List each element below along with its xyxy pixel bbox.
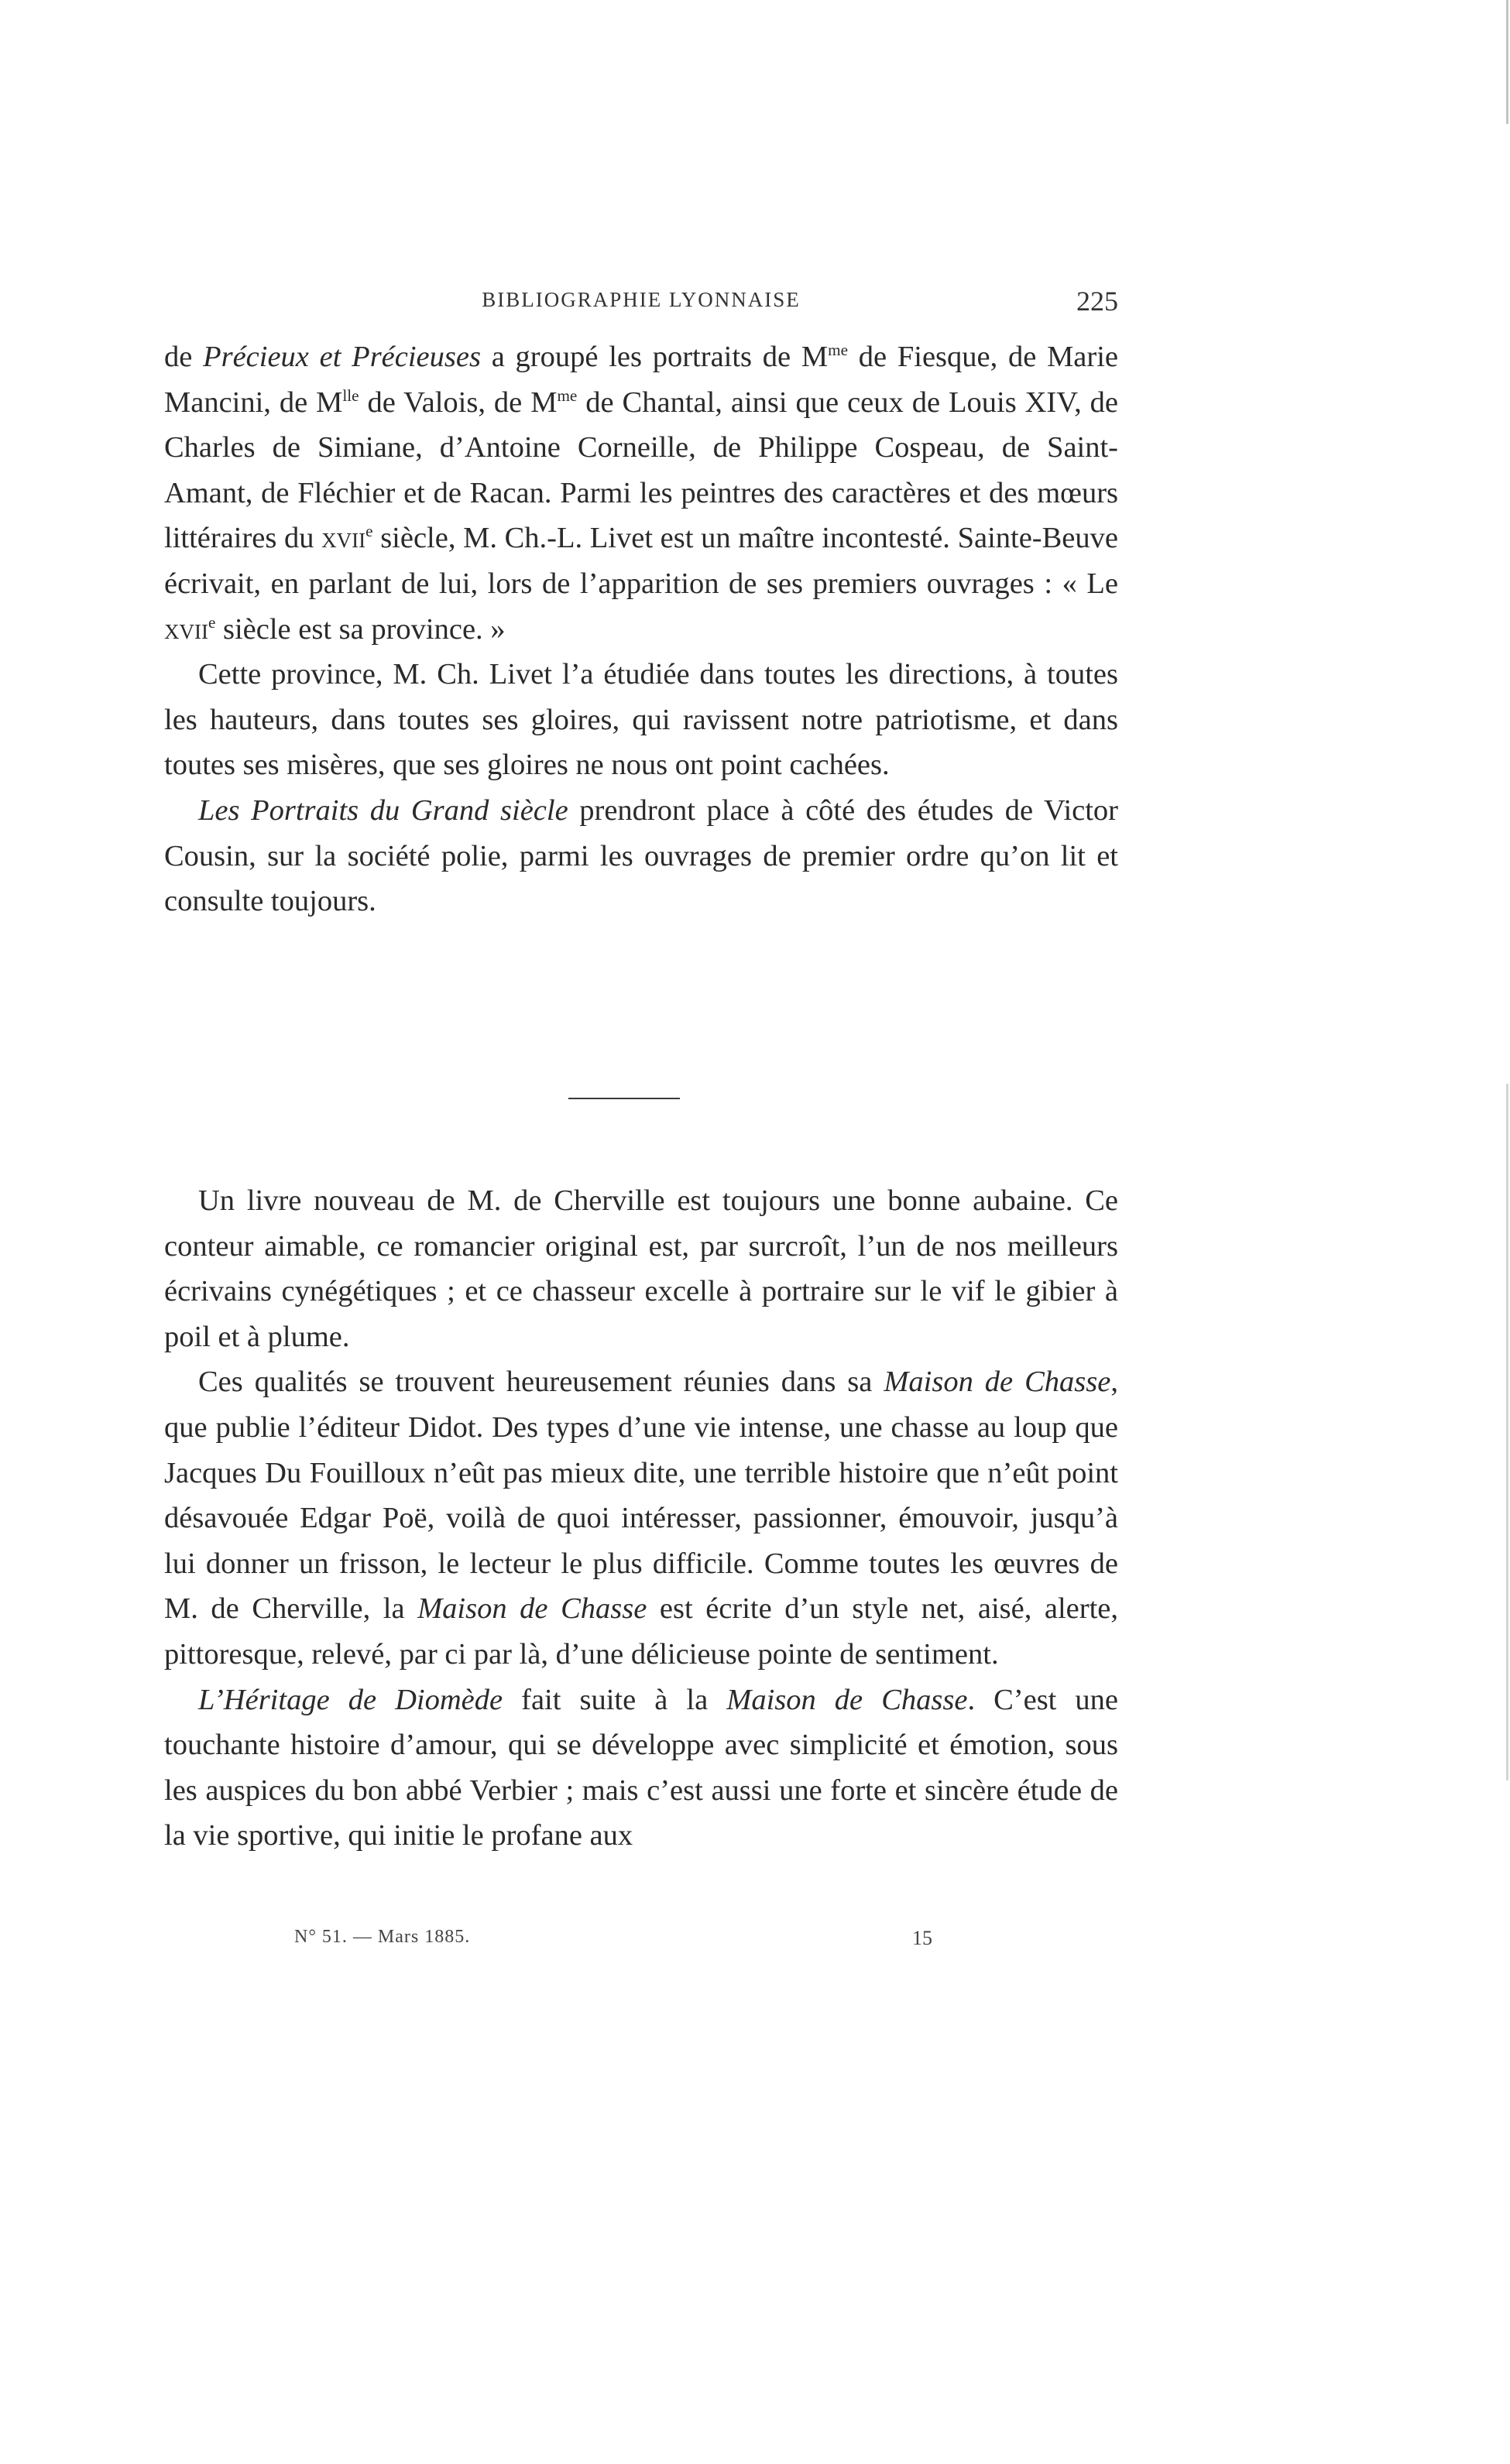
paragraph: Les Portraits du Grand siècle prendront place à côté des études de Victor Cousin, sur la société polie, parmi les ouvrages de premier ordre qu’on lit et consulte toujours. xyxy=(164,793,1118,918)
page-number: 225 xyxy=(1076,286,1118,317)
paragraph: L’Héritage de Diomède fait suite à la Maison de Chasse. C’est une touchante histoire d’amour, qui se développe avec simplicité et émotion, sous les auspices du bon abbé Verbier ; mais c’est aussi une forte et sincère étude de la vie sportive, qui initie le profane aux xyxy=(164,1683,1119,1852)
section-cherville xyxy=(164,1178,1118,1859)
book-title: Précieux et Précieuses xyxy=(203,341,481,373)
section-livet xyxy=(164,334,1118,924)
book-title: Les Portraits du Grand siècle xyxy=(198,793,568,827)
paragraph: Cette province, M. Ch. Livet l’a étudiée dans toutes les directions, à toutes les hauteurs, dans toutes ses gloires, qui ravissent notre patriotisme, et dans toutes ses misères, que ses gloires ne nous ont point cachées. xyxy=(164,658,1118,782)
section-divider xyxy=(568,1098,680,1099)
book-title: Maison de Chasse xyxy=(726,1683,968,1716)
paragraph: de Précieux et Précieuses a groupé les portraits de $M^{me}$ de Fiesque, de Marie Mancini, de $M^{lle}$ de Valois, de $M^{me}$ de Chantal, ainsi que ceux de Louis XIV, de Charles de Simiane, d’Antoine Corneille, de Philippe Cospeau, de Saint-Amant, de Fléchier et de Racan. Parmi les peintres des caractères et des mœurs littéraires du xvii$^e$ siècle, M. Ch.-L. Livet est un maître incontesté. Sainte-Beuve écrivait, en parlant de lui, lors de l’apparition de ses premiers ouvrages : « Le xvii$^e$ siècle est sa province. » xyxy=(164,341,1119,646)
book-title: L’Héritage de Diomède xyxy=(198,1683,503,1716)
book-title: Maison de Chasse xyxy=(884,1366,1111,1399)
running-head xyxy=(164,285,1118,324)
paragraph: Ces qualités se trouvent heureusement réunies dans sa Maison de Chasse, que publie l’éditeur Didot. Des types d’une vie intense, une chasse au loup que Jacques Du Fouilloux n’eût pas mieux dite, une terrible histoire que n’eût point désavouée Edgar Poë, voilà de quoi intéresser, passionner, émouvoir, jusqu’à lui donner un frisson, le lecteur le plus difficile. Comme toutes les œuvres de M. de Cherville, la Maison de Chasse est écrite d’un style net, aisé, alerte, pittoresque, relevé, par ci par là, d’une délicieuse pointe de sentiment. xyxy=(164,1366,1118,1671)
paragraph: Un livre nouveau de M. de Cherville est toujours une bonne aubaine. Ce conteur aimable, ce romancier original est, par surcroît, l’un de nos meilleurs écrivains cynégétiques ; et ce chasseur excelle à portraire sur le vif le gibier à poil et à plume. xyxy=(164,1184,1118,1353)
page-footer xyxy=(164,1927,1118,1958)
book-title: Maison de Chasse xyxy=(417,1592,647,1626)
scan-edge-mark xyxy=(1506,0,1508,124)
running-title: BIBLIOGRAPHIE LYONNAISE xyxy=(482,288,801,311)
signature-mark: 15 xyxy=(912,1927,932,1949)
scan-edge-mark xyxy=(1506,1084,1508,1780)
issue-line: N° 51. — Mars 1885. xyxy=(294,1927,471,1947)
